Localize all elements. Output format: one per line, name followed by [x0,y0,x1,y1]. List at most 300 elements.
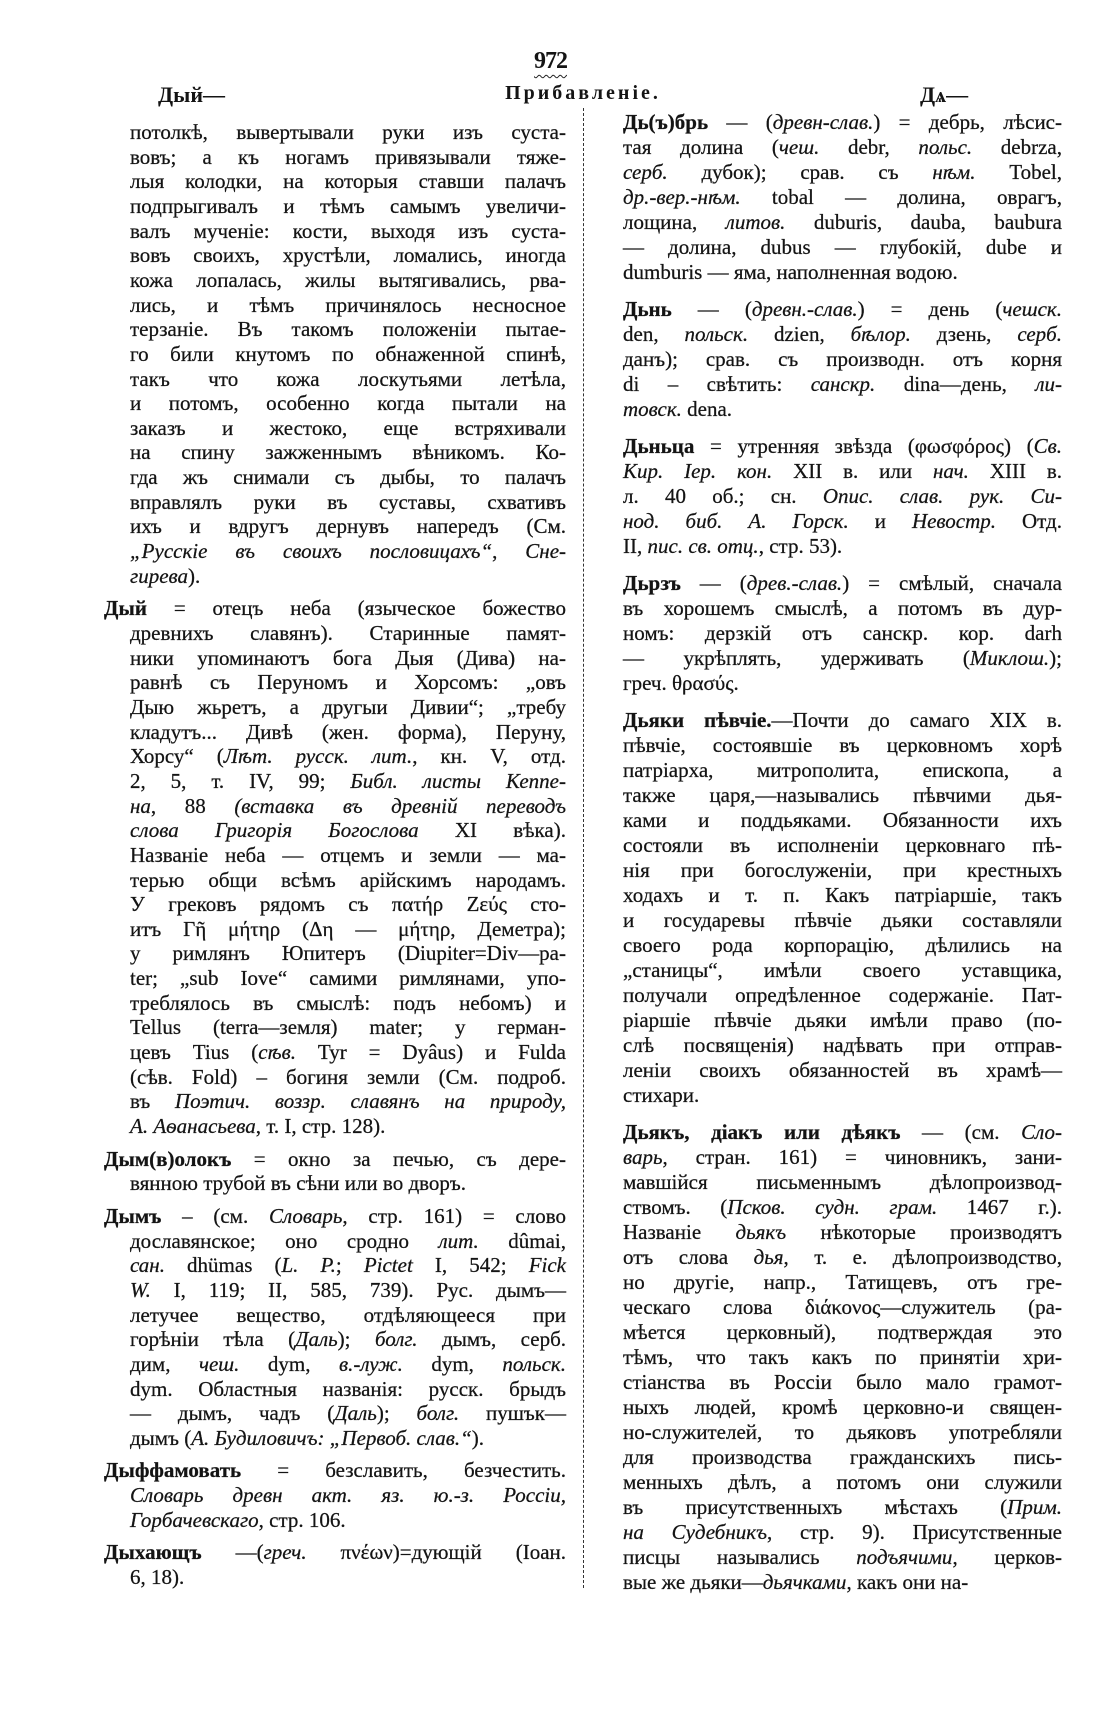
text-line [623,1520,1062,1545]
italic-citation: в.-луж. [339,1351,403,1376]
text-run: вянною трубой въ сѣни или во дворъ. [130,1171,467,1196]
text-run: , т. I, стр. 128). [255,1114,386,1138]
text-line [623,110,1062,135]
text-line [130,1327,566,1352]
text-run: дымъ ( [130,1425,192,1450]
italic-citation: (вставка въ древній переводъ [234,793,567,818]
text-line [104,1147,566,1172]
text-line [130,194,566,219]
italic-citation: Библ. листы Кеппе- [350,768,566,793]
italic-citation: сѣв. [258,1040,296,1065]
text-line [130,818,566,843]
text-run: въ хорошемъ смыслѣ, а потомъ въ дур- [623,596,1062,620]
text-run: 2, 5, т. IV, 99; [130,768,351,793]
text-run: номъ: дерзкій отъ санскр. кор. darh [623,621,1062,645]
text-line [130,440,566,465]
text-line [130,342,566,367]
italic-citation: подъячими [856,1545,953,1569]
text-run: въ присутственныхъ мѣстахъ ( [623,1495,1008,1519]
text-line [130,1303,566,1328]
text-line [623,708,1062,733]
italic-citation: Прим. [1007,1495,1062,1519]
text-run: — ( [680,571,747,595]
italic-citation: товск. [623,397,682,421]
text-run: ихъ и вдругъ дернувъ напередъ (См. [130,514,566,539]
text-run: ками и поддьяками. Обязанности ихъ [623,808,1062,832]
italic-citation: дьякъ [735,1220,787,1244]
text-line [130,539,566,564]
text-line [130,465,566,490]
text-line [130,1352,566,1377]
text-line [130,1565,566,1590]
italic-citation: чеш. [778,135,820,159]
italic-citation: древ.-слав. [746,571,843,595]
italic-citation: Pictet [363,1253,413,1278]
text-run: но-служителей, то дьяковъ употребляли [623,1420,1062,1444]
text-run: цевъ Tius ( [130,1040,259,1065]
text-line [623,733,1062,758]
text-run: л. 40 об.; сн. [623,484,823,508]
italic-citation: Горбачевскаго [130,1507,259,1532]
text-run: Хорсу“ ( [130,744,224,769]
text-run: вовъ; а къ ногамъ привязывали тяже- [130,144,566,169]
text-run: — долина, dubus — глубокій, dube и [623,235,1062,259]
headword: Дым(в)олокъ [104,1146,232,1171]
text-run: — ( [671,297,752,321]
italic-citation: нѣм. [932,160,976,184]
text-line [130,744,566,769]
text-run: дим, [130,1351,199,1376]
text-run: ріаршіе пѣвчіе дьяки имѣли право (по- [623,1008,1062,1032]
text-run: Названіе неба — отцемъ и земли — ма- [130,842,566,867]
text-run: Tyr = Dyâus) и Fulda [295,1040,566,1065]
text-line [623,758,1062,783]
text-line [130,1377,566,1402]
text-line [104,1458,566,1483]
text-line [130,1089,566,1114]
italic-citation: серб. [623,160,668,184]
text-run: итъ Γῆ μήτηρ (Δη — μήτηρ, Деметра); [130,916,566,941]
text-run: получали опредѣленное содержаніе. Пат- [623,983,1062,1007]
text-line [130,1508,566,1533]
text-run: слѣ посвященія) надѣвать при отправ- [623,1033,1062,1057]
text-line [130,1253,566,1278]
text-line [130,1483,566,1508]
text-line [104,1540,566,1565]
text-run: , стр. 161) = слово [342,1203,566,1228]
text-line [623,1345,1062,1370]
text-run: = безславить, безчестить. [241,1458,566,1483]
italic-citation: ли- [1035,372,1062,396]
text-run: равнѣ съ Перуномъ и Хорсомъ: „овъ [130,670,566,695]
text-line [623,484,1062,509]
italic-citation: Сло- [1021,1120,1062,1144]
text-run: — укрѣплять, удерживать ( [623,646,970,670]
italic-citation: польс. [918,135,973,159]
text-run: нѣкоторые производятъ [786,1220,1062,1244]
text-line [623,958,1062,983]
italic-citation: Миклош. [969,646,1050,670]
text-line [130,145,566,170]
text-run: данъ); срав. съ производн. отъ корня [623,347,1062,371]
text-line [130,317,566,342]
text-line [130,621,566,646]
text-line [623,397,1062,422]
text-run: и [848,509,912,533]
text-line [623,1320,1062,1345]
text-run: горѣніи тѣла ( [130,1327,296,1352]
text-line [130,843,566,868]
running-head-left: Дый— [158,82,225,107]
italic-citation: Даль [295,1327,338,1352]
italic-citation: Даль [334,1401,377,1426]
text-run: 1467 г.). [937,1195,1063,1219]
italic-citation: литов. [725,210,786,234]
headword: Дьнь [623,297,672,321]
running-head-right: Дѧ— [920,82,969,107]
text-line [130,670,566,695]
text-line [104,596,566,621]
text-line [130,1040,566,1065]
headword: Дымъ [104,1203,162,1228]
text-run: 6, 18). [130,1565,185,1590]
headword: Дьяки пѣвчіе. [623,708,772,732]
text-run: „станицы“, имѣли своего уставщика, [623,958,1062,982]
text-run: отъ слова [623,1245,754,1269]
text-line [130,1426,566,1451]
italic-citation: гирева [130,563,188,588]
italic-citation: древн.-слав. [751,297,858,321]
text-line [130,1114,566,1139]
text-run: и государевы пѣвчіе дьяки составляли [623,908,1062,932]
text-run: тая долина ( [623,135,779,159]
text-line [130,917,566,942]
text-run: писцы назывались [623,1545,857,1569]
text-run: — (см. [900,1120,1022,1144]
text-run: лощина, [623,210,726,234]
text-run: терью общи всѣмъ арійскимъ народамъ. [130,867,566,892]
text-run: мавшійся письменнымъ дѣлопроизвод- [623,1170,1062,1194]
italic-citation: Поэтич. воззр. славянъ на природу, [174,1089,566,1114]
text-line [623,1033,1062,1058]
text-run: , кн. V, отд. [412,744,566,769]
italic-citation: чешск. [1002,297,1062,321]
text-run: У грековъ рядомъ съ πατήρ Ζεύς сто- [130,892,566,917]
text-line [623,858,1062,883]
headword: Дыффамовать [104,1458,242,1483]
text-run: (сѣв. Fold) – богиня земли (См. подроб. [130,1064,566,1089]
text-run: duburis, dauba, baubura [785,210,1062,234]
text-run: пушък— [459,1401,566,1426]
text-run: II, [623,534,648,558]
text-line [130,1065,566,1090]
text-run: dumburis — яма, наполненная водою. [623,260,958,284]
text-run: I, 119; II, 585, 739). Рус. дымъ— [150,1277,566,1302]
running-head-title: Прибавленіе. [505,82,661,104]
text-run: ) = смѣлый, сначала [842,571,1062,595]
text-run: мѣется церковный), подтверждая это [623,1320,1062,1344]
text-run: дымъ, серб. [417,1327,566,1352]
text-run: на спину зажженнымъ вѣникомъ. Ко- [130,440,566,465]
text-line [130,1278,566,1303]
text-run: своего рода корпорацію, дѣлились на [623,933,1062,957]
text-line [130,966,566,991]
text-run: древнихъ славянъ). Старинные памят- [130,621,566,645]
text-line [623,1445,1062,1470]
text-run: леніи своихъ обязанностей въ храмѣ— [623,1058,1062,1082]
italic-citation: нач. [933,459,969,483]
text-line [623,1083,1062,1108]
text-line [130,490,566,515]
headword: Дый [104,596,147,621]
text-run: у римлянъ Юпитеръ (Diupiter=Div—pa- [130,941,566,966]
text-line [623,1545,1062,1570]
text-line [623,509,1062,534]
text-run: di – свѣтить: [623,372,811,396]
italic-citation: Лѣт. русск. лит. [223,744,413,769]
italic-citation: W. [130,1277,151,1302]
text-run: XII в. или [772,459,934,483]
text-run: , стр. 53). [758,534,843,558]
headword: Дьрзъ [623,571,681,595]
text-run: ходахъ и т. п. Какъ патріаршіе, такъ [623,883,1062,907]
text-run: стіанства въ Россіи было мало грамот- [623,1370,1062,1394]
headword: Дьякъ, діакъ или дѣякъ [623,1120,901,1144]
text-run: Дыю жьретъ, а другыи Дивии“; „требу [130,694,566,719]
text-run: ter; „sub Iove“ самими римлянами, упо- [130,966,566,991]
text-run: dym. Областныя названія: русск. брыдъ [130,1376,566,1401]
italic-citation: Словарь древн акт. яз. ю.-з. Россіи, [130,1483,566,1508]
text-run: состояли въ исполненіи церковнаго пѣ- [623,833,1062,857]
italic-citation: на Судебникъ [623,1520,768,1544]
text-run: , стран. 161) = чиновникъ, зани- [662,1145,1062,1169]
italic-citation: пис. св. отц. [647,534,759,558]
text-line [130,1229,566,1254]
text-run: ); [1049,646,1062,670]
italic-citation: болг. [416,1401,460,1426]
text-line [623,1570,1062,1595]
text-run: дославянское; оно сродно [130,1228,439,1253]
text-line [130,514,566,539]
text-run: потолкѣ, вывертывали руки изъ суста- [130,120,566,144]
italic-citation: Кир. Іер. кон. [623,459,773,483]
text-run: кладутъ... Дивѣ (жен. форма), Перуну, [130,719,566,744]
text-line [623,783,1062,808]
italic-citation: на [130,793,151,818]
text-run: дубок); срав. съ [667,160,933,184]
text-run: терзаніе. Въ такомъ положеніи пытае- [130,317,566,342]
text-line [623,235,1062,260]
text-line [623,347,1062,372]
italic-citation: дьячками [762,1570,847,1594]
text-run: летучее вещество, отдѣляющееся при [130,1302,566,1327]
text-run: дзень, [910,322,1018,346]
text-line [130,169,566,194]
text-line [130,416,566,441]
text-line [623,1008,1062,1033]
text-run: патріарха, митрополита, епископа, а [623,758,1062,782]
italic-citation: лит. [438,1228,479,1253]
text-line [623,322,1062,347]
text-line [130,941,566,966]
text-run: debrza, [972,135,1062,159]
text-line [623,671,1062,696]
text-line [623,1295,1062,1320]
text-run: XIII в. [968,459,1063,483]
text-run: Tellus (terra—земля) mater; у герман- [130,1015,566,1040]
text-run: треблялось въ смыслѣ: подъ небомъ) и [130,990,566,1015]
text-run: Отд. [996,509,1062,533]
text-line [623,160,1062,185]
text-run: также царя,—назывались пѣвчими дья- [623,783,1062,807]
text-line [130,1401,566,1426]
text-line [623,1495,1062,1520]
text-run: и потомъ, особенно когда пытали на [130,391,566,416]
text-run: ; [335,1253,364,1278]
text-run: менныхъ дѣлъ, а потомъ они служили [623,1470,1062,1494]
text-line [623,571,1062,596]
text-run: ). [188,563,201,588]
text-line [623,297,1062,322]
text-run: но другіе, напр., Татищевъ, отъ гре- [623,1270,1062,1294]
headword: Дь(ъ)брь [623,110,709,134]
text-line [623,1058,1062,1083]
text-line [623,434,1062,459]
text-run: ческаго слова διάκονος—служитель (ра- [623,1295,1062,1319]
italic-citation: чеш. [198,1351,240,1376]
text-line [130,769,566,794]
italic-citation: польск. [684,322,749,346]
text-run: dzien, [748,322,851,346]
italic-citation: дья [753,1245,784,1269]
text-run: въ [130,1089,175,1114]
text-run: тѣмъ, что такъ какъ по принятіи хри- [623,1345,1062,1369]
italic-citation: Опис. слав. рук. Си- [822,484,1063,508]
italic-citation: древн-слав. [772,110,874,134]
text-line [130,794,566,819]
italic-citation: болг. [374,1327,418,1352]
text-line [623,1270,1062,1295]
text-line [623,1470,1062,1495]
text-run: —Почти до самаго XIX в. [771,708,1062,732]
text-run: подпрыгивалъ и тѣмъ самымъ увеличи- [130,193,566,218]
text-run: ) = дебрь, лѣсис- [873,110,1062,134]
italic-citation: др.-вер.-нѣм. [623,185,741,209]
text-run: го били кнутомъ по обнаженной спинѣ, [130,341,566,366]
italic-citation: А. Будиловичъ: „Первоб. слав.“ [191,1425,472,1450]
headword: Дыхающъ [104,1540,202,1565]
text-run: ники упоминаютъ бога Дыя (Дива) на- [130,645,566,670]
text-run: лись, и тѣмъ причинялось несносное [130,292,566,317]
text-run: – (см. [161,1203,269,1228]
text-line [623,621,1062,646]
text-run: Названіе [623,1220,736,1244]
text-run: нія при богослуженіи, при крестныхъ [623,858,1062,882]
text-line [623,1145,1062,1170]
text-line [623,1395,1062,1420]
text-line [623,1120,1062,1145]
text-run: ); [337,1327,375,1352]
text-line [623,983,1062,1008]
italic-citation: бѣлор. [850,322,911,346]
text-line [130,991,566,1016]
text-run: ныхъ людей, кромѣ церковно-и священ- [623,1395,1062,1419]
text-run: XI вѣка). [418,818,566,843]
column-divider [583,108,584,1588]
text-run: debr, [819,135,919,159]
italic-citation: Сне- [525,539,567,564]
text-run: , какъ они на- [846,1570,969,1594]
italic-citation: Словарь [268,1203,343,1228]
text-run: dena. [681,397,733,421]
text-run: греч. θρασύς. [623,671,739,695]
text-run: такъ что кожа лоскутьями летѣла, [130,366,566,391]
text-run: = утренняя звѣзда (φωσφόρος) ( [694,434,1034,458]
text-line [623,185,1062,210]
text-run: , т. е. дѣлопроизводство, [783,1245,1062,1269]
text-line [130,243,566,268]
headword: Дьньца [623,434,695,458]
text-line [130,868,566,893]
text-line [623,933,1062,958]
text-run: , стр. 106. [258,1507,346,1532]
text-run: ) = день ( [857,297,1003,321]
text-line [130,367,566,392]
italic-citation: L. P. [281,1253,336,1278]
text-line [623,260,1062,285]
italic-citation: сан. [130,1253,165,1278]
text-line [623,1220,1062,1245]
text-run: tobal — долина, оврагъ, [740,185,1062,209]
text-run: den, [623,322,685,346]
text-line [623,135,1062,160]
text-line [623,1420,1062,1445]
italic-citation: санскр. [810,372,876,396]
text-line [104,1204,566,1229]
text-line [130,219,566,244]
text-run: dina—день, [875,372,1036,396]
text-line [130,120,566,145]
text-run: —( [201,1540,264,1565]
text-line [623,210,1062,235]
italic-citation: нод. биб. А. Горск. [623,509,849,533]
text-line [623,883,1062,908]
text-run: , [492,539,526,564]
text-run: ). [471,1425,485,1450]
text-line [623,596,1062,621]
text-run: стихари. [623,1083,700,1107]
italic-citation: варь [623,1145,663,1169]
italic-citation: польск. [502,1351,566,1376]
text-run: , стр. 9). Присутственные [767,1520,1062,1544]
text-line [130,892,566,917]
text-run: вправлялъ руки въ суставы, схвативъ [130,489,566,514]
italic-citation: слова Григорія Богослова [130,818,419,843]
text-line [130,564,566,589]
text-run: вые же дьяки— [623,1570,763,1594]
text-line [623,808,1062,833]
italic-citation: греч. [263,1540,307,1565]
text-run: гда жъ снимали съ дыбы, то палачъ [130,465,566,490]
italic-citation: Св. [1033,434,1062,458]
text-line [623,833,1062,858]
text-run: Tobel, [975,160,1062,184]
italic-citation: „Русскіе въ своихъ пословицахъ“ [130,539,493,564]
text-run: кожа лопалась, жилы вытягивались, рва- [130,267,566,292]
text-run: = окно за печью, съ дере- [231,1146,566,1171]
page-number: 972 [534,48,567,74]
text-run: dym, [239,1351,339,1376]
